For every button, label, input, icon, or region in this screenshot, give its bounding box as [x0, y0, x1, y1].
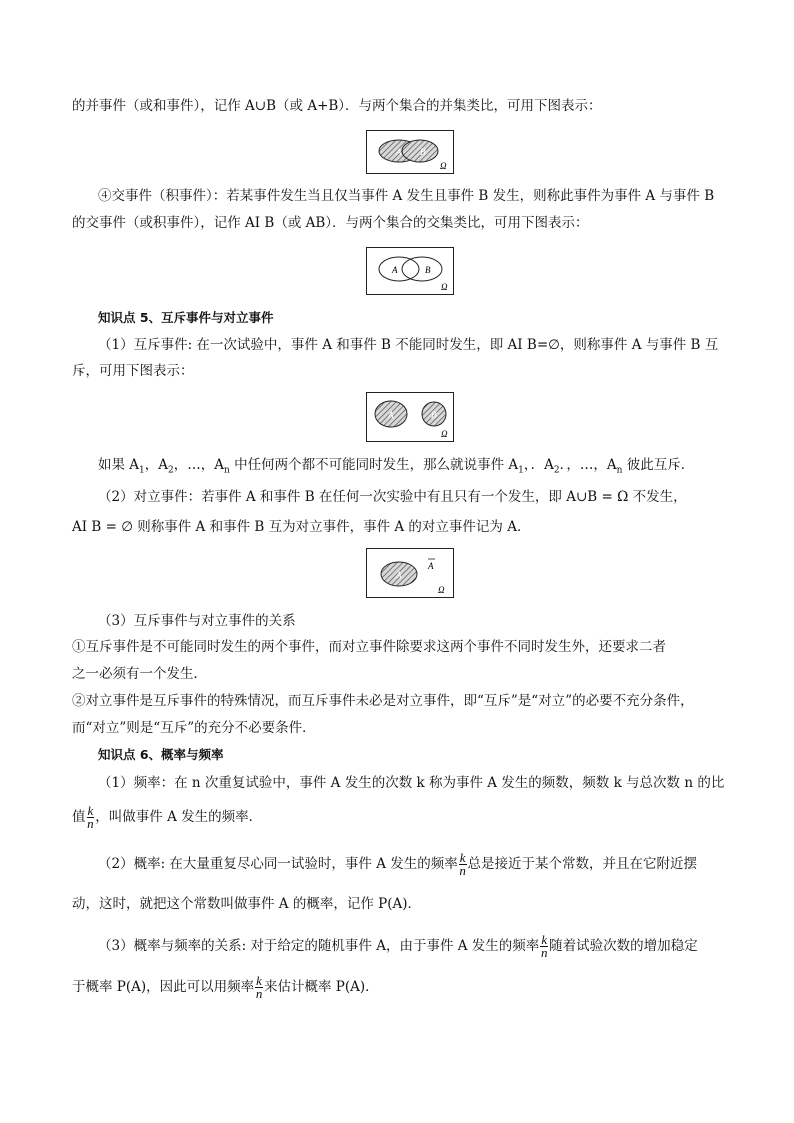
text-relation-prob-line-1: （3）概率与频率的关系: 对于给定的随机事件 A，由于事件 A 发生的频率 $\frac{k}{n}$ 随着试验次数的增加稳定: [98, 932, 698, 960]
text-opposite-line-2: AI B = ∅ 则称事件 A 和事件 B 互为对立事件，事件 A 的对立事件记为 A．: [72, 519, 531, 535]
text-probability-line-2: 动，这时，就把这个常数叫做事件 A 的概率，记作 P(A)．: [72, 896, 421, 912]
label-omega: Ω: [438, 585, 445, 595]
text-relation-1b: 之一必须有一个发生．: [72, 666, 207, 682]
label-a: A: [396, 570, 402, 580]
heading-knowledge-5: 知识点 5、互斥事件与对立事件: [98, 310, 274, 325]
text-relation-1a: ①互斥事件是不可能同时发生的两个事件，而对立事件除要求这两个事件不同时发生外，还要求二者: [72, 639, 666, 655]
label-a-complement: A: [428, 561, 434, 571]
fraction-k-over-n: $\frac{k}{n}$: [255, 973, 263, 1001]
union-venn-diagram: [366, 130, 454, 174]
text-intersection-line-1: ④交事件（积事件）：若某事件发生当且仅当事件 A 发生且事件 B 发生，则称此事件为事件 A 与事件 B: [98, 188, 715, 204]
text-frequency-line-2: 值 $\frac{k}{n}$ ，叫做事件 A 发生的频率．: [72, 803, 263, 831]
text-exclusive-line-1: （1）互斥事件: 在一次试验中，事件 A 和事件 B 不能同时发生，即 AI B=∅，则称事件 A 与事件 B 互: [98, 337, 719, 353]
text-mutually-exclusive-list: 如果 $A_1$，$A_2$，…，$A_n$ 中任何两个都不可能同时发生，那么就说事件 $A_1$，．$A_2$．，…，$A_n$ 彼此互斥．: [98, 457, 695, 476]
text-union-line: 的并事件（或和事件），记作 A∪B（或 A+B）．与两个集合的并集类比，可用下图表示：: [72, 98, 602, 114]
label-b: B: [420, 147, 426, 157]
text-probability-line-1: （2）概率: 在大量重复尽心同一试验时，事件 A 发生的频率 $\frac{k}{n}$ 总是接近于某个常数，并且在它附近摆: [98, 850, 698, 878]
text-relation-2b: 而“对立”则是“互斥”的充分不必要条件．: [72, 720, 316, 736]
label-omega: Ω: [440, 161, 447, 171]
label-omega: Ω: [441, 429, 448, 439]
label-b: B: [425, 265, 431, 275]
label-a: A: [392, 265, 398, 275]
text-relation-heading: （3）互斥事件与对立事件的关系: [98, 613, 296, 629]
fraction-k-over-n: $\frac{k}{n}$: [540, 932, 548, 960]
label-a: A: [396, 147, 402, 157]
label-a: A: [388, 410, 394, 420]
exclusive-venn-diagram: [366, 392, 454, 442]
text-relation-prob-line-2: 于概率 P(A)，因此可以用频率 $\frac{k}{n}$ 来估计概率 P(A)．: [72, 973, 379, 1001]
complement-venn-diagram: [366, 548, 454, 598]
text-exclusive-line-2: 斥，可用下图表示：: [72, 363, 194, 379]
label-b: B: [431, 410, 437, 420]
label-omega: Ω: [441, 282, 448, 292]
heading-knowledge-6: 知识点 6、概率与频率: [98, 747, 224, 762]
text-frequency-line-1: （1）频率：在 n 次重复试验中，事件 A 发生的次数 k 称为事件 A 发生的频数，频数 k 与总次数 n 的比: [98, 775, 725, 791]
intersection-venn-diagram: [366, 247, 454, 295]
text-relation-2a: ②对立事件是互斥事件的特殊情况，而互斥事件未必是对立事件，即“互斥”是“对立”的必要不充分条件，: [72, 693, 694, 709]
fraction-k-over-n: $\frac{k}{n}$: [459, 850, 466, 878]
text-intersection-line-2: 的交事件（或积事件），记作 AI B（或 AB）．与两个集合的交集类比，可用下图表示：: [72, 215, 589, 231]
text-opposite-line-1: （2）对立事件：若事件 A 和事件 B 在任何一次实验中有且只有一个发生，即 A∪B = Ω 不发生，: [98, 489, 687, 505]
fraction-k-over-n: $\frac{k}{n}$: [87, 803, 94, 831]
